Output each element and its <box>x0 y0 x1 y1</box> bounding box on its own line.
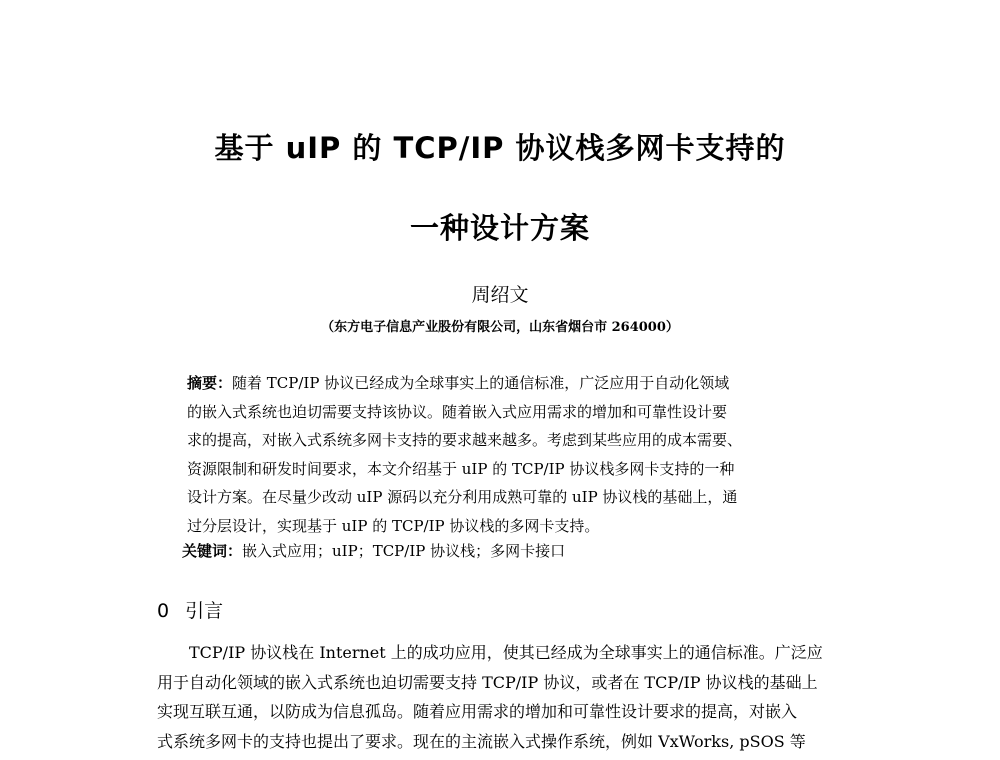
abstract-line <box>187 369 827 398</box>
body-line: TCP/IP 协议栈在 Internet 上的成功应用，使其已经成为全球事实上的通信标准。广泛应 <box>189 643 823 662</box>
body-paragraph <box>157 638 857 756</box>
abstract <box>187 369 827 540</box>
keywords <box>182 540 565 561</box>
body-line: 用于自动化领域的嵌入式系统也迫切需要支持 TCP/IP 协议，或者在 TCP/IP 协议栈的基础上 <box>157 672 818 692</box>
body-line: 式系统多网卡的支持也提出了要求。现在的主流嵌入式操作系统，例如 VxWorks, pSOS 等 <box>157 731 806 751</box>
section-heading <box>157 596 223 623</box>
paper-title-line-2: 一种设计方案 <box>409 211 590 245</box>
abstract-line: 资源限制和研发时间要求，本文介绍基于 uIP 的 TCP/IP 协议栈多网卡支持的一种 <box>187 459 735 478</box>
keywords-label: 关键词： <box>182 542 243 560</box>
author-name: 周绍文 <box>471 284 529 306</box>
abstract-line: 求的提高，对嵌入式系统多网卡支持的要求越来越多。考虑到某些应用的成本需要、 <box>187 431 743 449</box>
author-affiliation: （东方电子信息产业股份有限公司，山东省烟台市 264000） <box>321 320 679 335</box>
abstract-line: 设计方案。在尽量少改动 uIP 源码以充分利用成熟可靠的 uIP 协议栈的基础上，通 <box>187 488 738 506</box>
paper-title-line-1: 基于 uIP 的 TCP/IP 协议栈多网卡支持的 <box>214 131 786 165</box>
abstract-line-text: 随着 TCP/IP 协议已经成为全球事实上的通信标准，广泛应用于自动化领域 <box>232 374 730 392</box>
abstract-line: 的嵌入式系统也迫切需要支持该协议。随着嵌入式应用需求的增加和可靠性设计要 <box>187 402 728 421</box>
abstract-line: 过分层设计，实现基于 uIP 的 TCP/IP 协议栈的多网卡支持。 <box>187 516 600 535</box>
abstract-label: 摘要： <box>187 374 233 392</box>
body-line: 实现互联互通，以防成为信息孤岛。随着应用需求的增加和可靠性设计要求的提高，对嵌入 <box>157 702 798 721</box>
keywords-text: 嵌入式应用；uIP；TCP/IP 协议栈；多网卡接口 <box>242 542 566 560</box>
section-title: 引言 <box>185 600 224 622</box>
section-number: 0 <box>157 600 170 622</box>
